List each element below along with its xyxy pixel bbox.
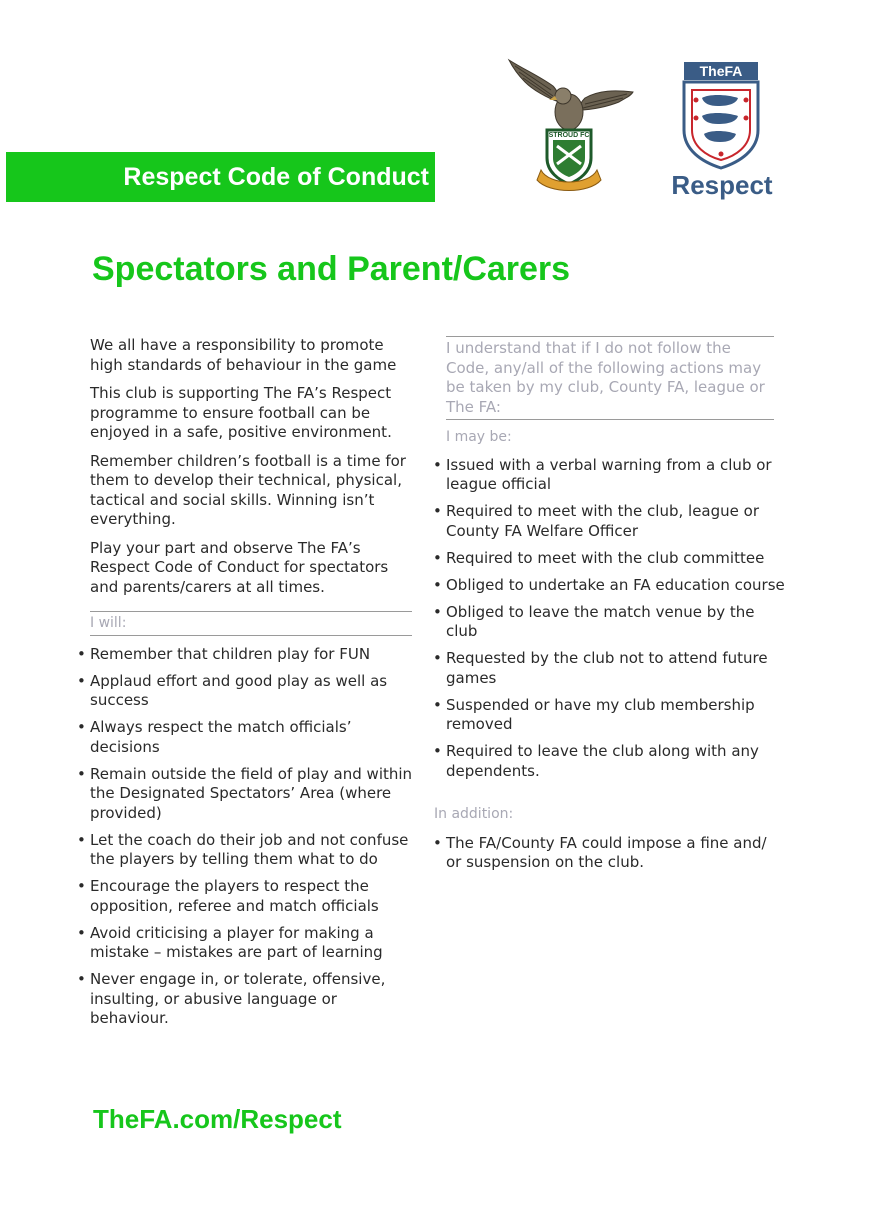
- list-item: • Required to meet with the club, league or County FA Welfare Officer: [446, 502, 786, 541]
- in-addition-label: In addition:: [434, 806, 514, 822]
- fa-respect-logo: [666, 60, 778, 206]
- list-item: • Requested by the club not to attend future games: [446, 649, 786, 688]
- svg-text:TheFA: TheFA: [699, 63, 743, 79]
- fa-three-lions-crest-icon: [666, 60, 778, 172]
- i-may-be-label: I may be:: [446, 429, 512, 445]
- list-item: • Encourage the players to respect the opposition, referee and match officials: [90, 877, 420, 916]
- page-title: Spectators and Parent/Carers: [92, 250, 571, 288]
- fa-respect-wordmark: Respect: [671, 170, 773, 200]
- list-item: • Required to leave the club along with any dependents.: [446, 742, 786, 781]
- list-item: • Remain outside the field of play and within the Designated Spectators’ Area (where provided): [90, 765, 420, 824]
- divider: [90, 635, 412, 636]
- banner-label: Respect Code of Conduct: [123, 162, 429, 191]
- i-may-be-list: [446, 456, 786, 782]
- in-addition-list: [446, 834, 786, 873]
- list-item: • Applaud effort and good play as well as success: [90, 672, 420, 711]
- code-of-conduct-banner: [6, 152, 435, 202]
- intro-paragraph-2: This club is supporting The FA’s Respect programme to ensure football can be enjoyed in a safe, positive environment.: [90, 384, 392, 441]
- list-item: • Suspended or have my club membership removed: [446, 696, 786, 735]
- intro-paragraph-3: Remember children’s football is a time for them to develop their technical, physical, tactical and social skills. Winning isn’t everything.: [90, 451, 406, 528]
- left-column: [90, 336, 420, 1036]
- intro-paragraph-1: We all have a responsibility to promote high standards of behaviour in the game: [90, 336, 397, 374]
- list-item: • Remember that children play for FUN: [90, 645, 420, 665]
- intro-paragraph-4: Play your part and observe The FA’s Respect Code of Conduct for spectators and parents/carers at all times.: [90, 538, 389, 596]
- i-will-label: I will:: [90, 615, 127, 631]
- list-item: • Obliged to undertake an FA education course: [446, 576, 786, 596]
- list-item: • Avoid criticising a player for making a mistake – mistakes are part of learning: [90, 924, 420, 963]
- list-item: • Never engage in, or tolerate, offensive, insulting, or abusive language or behaviour.: [90, 970, 420, 1029]
- list-item: • Obliged to leave the match venue by the club: [446, 603, 786, 642]
- list-item: • Let the coach do their job and not confuse the players by telling them what to do: [90, 831, 420, 870]
- list-item: • Required to meet with the club committee: [446, 549, 786, 569]
- consequences-intro: I understand that if I do not follow the Code, any/all of the following actions may be taken by my club, County FA, league or The FA:: [446, 339, 765, 416]
- footer-url[interactable]: TheFA.com/Respect: [93, 1104, 342, 1134]
- club-eagle-logo: [505, 56, 635, 196]
- list-item: • The FA/County FA could impose a fine and/ or suspension on the club.: [446, 834, 786, 873]
- list-item: • Always respect the match officials’ decisions: [90, 718, 420, 757]
- svg-text:STROUD FC: STROUD FC: [548, 132, 590, 139]
- divider: [446, 419, 774, 420]
- list-item: • Issued with a verbal warning from a club or league official: [446, 456, 786, 495]
- i-will-list: [90, 645, 420, 1029]
- eagle-badge-icon: [505, 56, 635, 196]
- right-column: [434, 336, 786, 880]
